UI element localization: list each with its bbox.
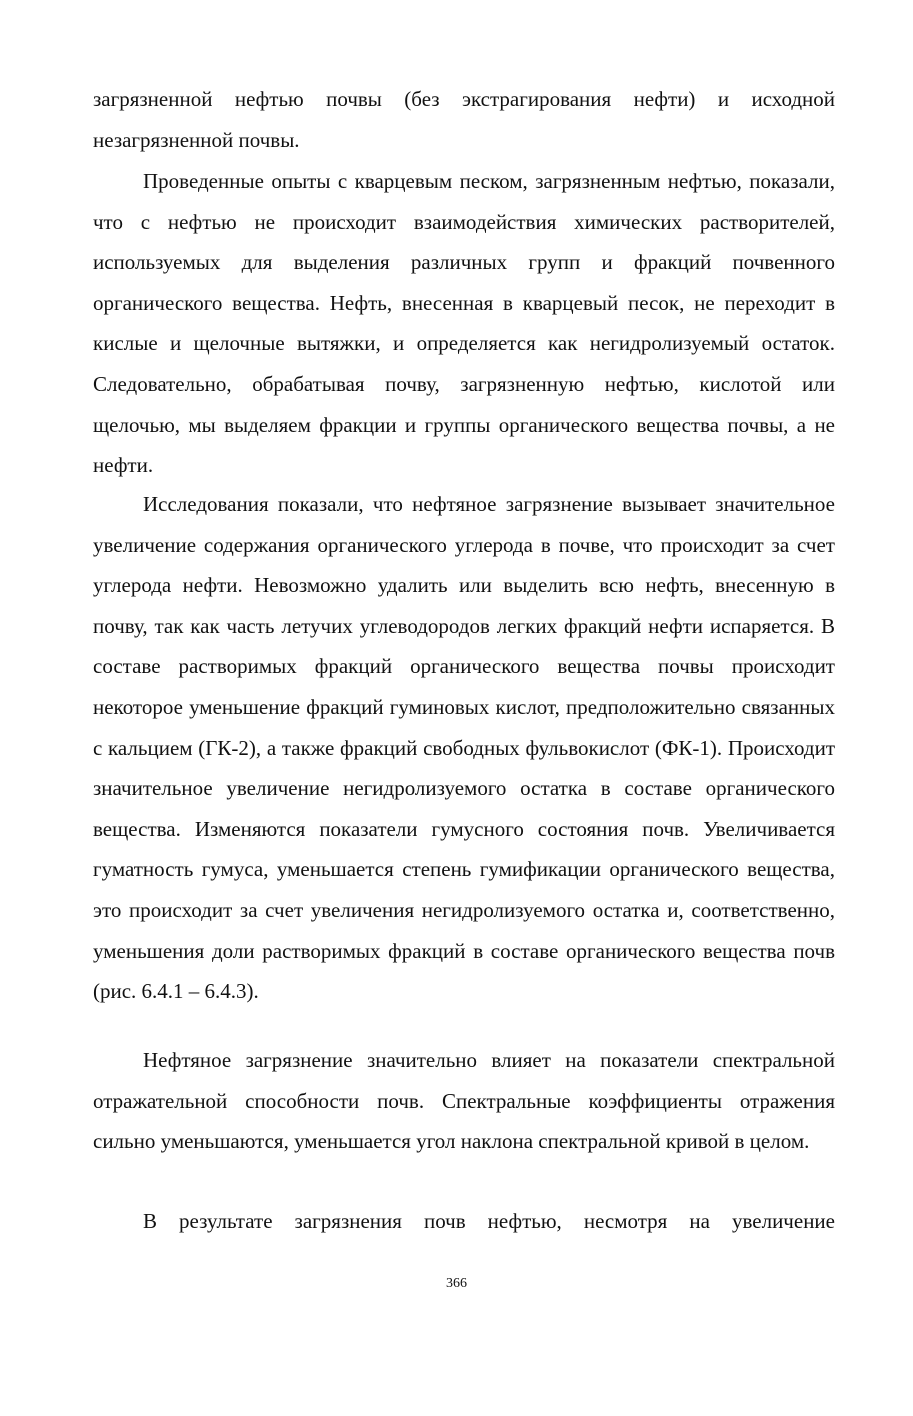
paragraph-3: Исследования показали, что нефтяное загрязнение вызывает значительное увеличение содержания органического углерода в почве, что происходит за счет углерода нефти. Невозможно удалить или выделить всю нефть, внесенную в почву, так как часть летучих углеводородов легких фракций нефти испаряется. В составе растворимых фракций органического вещества почвы происходит некоторое уменьшение фракций гуминовых кислот, предположительно связанных с кальцием (ГК-2), а также фракций свободных фульвокислот (ФК-1). Происходит значительное увеличение негидролизуемого остатка в составе органического вещества. Изменяются показатели гумусного состояния почв. Увеличивается гуматность гумуса, уменьшается степень гумификации органического вещества, это происходит за счет увеличения негидролизуемого остатка и, соответственно, уменьшения доли растворимых фракций в составе органического вещества почв (рис. 6.4.1 – 6.4.3). bbox=[93, 492, 835, 1004]
body-text-5 bbox=[93, 1201, 835, 1242]
body-text bbox=[93, 79, 835, 160]
paragraph-1: загрязненной нефтью почвы (без экстрагирования нефти) и исходной незагрязненной почвы. bbox=[93, 87, 835, 152]
body-text-2 bbox=[93, 161, 835, 486]
paragraph-5: В результате загрязнения почв нефтью, несмотря на увеличение bbox=[143, 1209, 835, 1233]
body-text-3 bbox=[93, 484, 835, 1012]
page-number: 366 bbox=[446, 1276, 467, 1291]
body-text-4 bbox=[93, 1040, 835, 1162]
paragraph-2: Проведенные опыты с кварцевым песком, загрязненным нефтью, показали, что с нефтью не происходит взаимодействия химических растворителей, используемых для выделения различных групп и фракций почвенного органического вещества. Нефть, внесенная в кварцевый песок, не переходит в кислые и щелочные вытяжки, и определяется как негидролизуемый остаток. Следовательно, обрабатывая почву, загрязненную нефтью, кислотой или щелочью, мы выделяем фракции и группы органического вещества почвы, а не нефти. bbox=[93, 169, 835, 478]
paragraph-4: Нефтяное загрязнение значительно влияет на показатели спектральной отражательной способности почв. Спектральные коэффициенты отражения сильно уменьшаются, уменьшается угол наклона спектральной кривой в целом. bbox=[93, 1048, 835, 1154]
